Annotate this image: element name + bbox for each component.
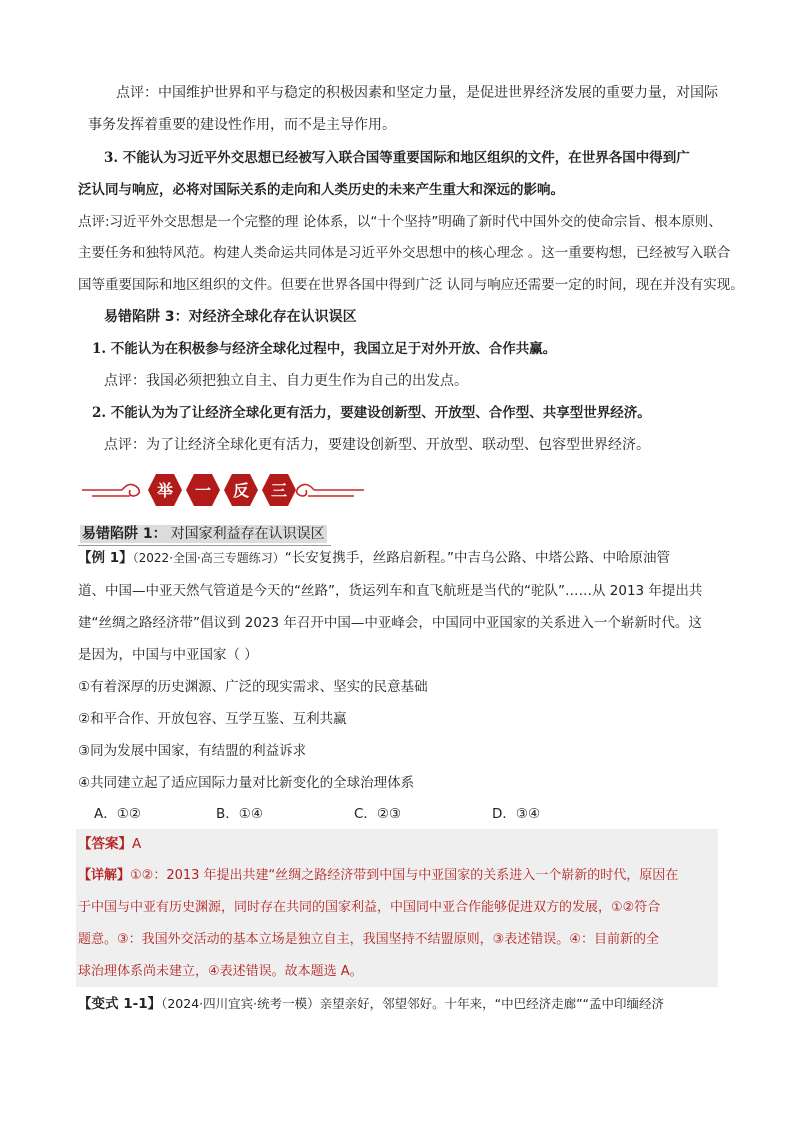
example-tag: 【例 1】 — [78, 550, 133, 566]
example-line-4: 是因为，中国与中亚国家（ ） — [78, 647, 258, 663]
example-line-1 — [78, 548, 670, 568]
banner-char-4: 三 — [270, 481, 288, 500]
banner-right-ornament — [297, 484, 364, 496]
banner-char-2: 一 — [194, 481, 212, 500]
comment-1-cont: 事务发挥着重要的建设性作用，而不是主导作用。 — [88, 117, 396, 133]
example-line-2: 道、中国—中亚天然气管道是今天的“丝路”，货运列车和直飞航班是当代的“驼队”……从 2013 年提出共 — [78, 583, 703, 599]
choice-d: D．③④ — [492, 806, 541, 822]
example-line-1-text: “长安复携手，丝路启新程。”中吉乌公路、中塔公路、中哈原油管 — [284, 550, 671, 566]
example-line-3: 建“丝绸之路经济带”倡议到 2023 年召开中国—中亚峰会，中国同中亚国家的关系进入一个崭新时代。这 — [78, 615, 702, 631]
answer-tag: 【答案】 — [78, 836, 132, 852]
trap-3-comment-2: 点评：为了让经济全球化更有活力，要建设创新型、开放型、联动型、包容型世界经济。 — [104, 437, 650, 453]
choice-a: A．①② — [94, 806, 141, 822]
example-source: （2022·全国·高三专题练习） — [132, 551, 285, 565]
banner-left-ornament — [82, 484, 139, 496]
variant-line — [78, 994, 664, 1014]
option-1: ①有着深厚的历史渊源、广泛的现实需求、坚实的民意基础 — [78, 679, 428, 695]
comment-1: 点评：中国维护世界和平与稳定的积极因素和坚定力量，是促进世界经济发展的重要力量，对国际 — [116, 85, 718, 101]
trap-3-point-2: 2. 不能认为为了让经济全球化更有活力，要建设创新型、开放型、合作型、共享型世界经济。 — [92, 405, 651, 421]
variant-text: （2024·四川宜宾·统考一模）亲望亲好，邻望邻好。十年来，“中巴经济走廊”“孟中印缅经济 — [161, 996, 665, 1011]
point-3-cont: 泛认同与响应，必将对国际关系的走向和人类历史的未来产生重大和深远的影响。 — [78, 182, 564, 198]
answer-line — [78, 834, 141, 854]
choice-c: C．②③ — [354, 806, 402, 822]
detail-text-1: ①②：2013 年提出共建“丝绸之路经济带到中国与中亚国家的关系进入一个崭新的时代，原因在 — [130, 868, 679, 883]
detail-tag: 【详解】 — [78, 868, 131, 883]
section-banner — [78, 466, 368, 514]
section-label-rest: 对国家利益存在认识误区 — [170, 526, 325, 542]
point-3: 3. 不能认为习近平外交思想已经被写入联合国等重要国际和地区组织的文件，在世界各国中得到广 — [104, 150, 690, 166]
banner-char-1: 举 — [156, 481, 174, 500]
choice-b: B．①④ — [216, 806, 263, 822]
option-3: ③同为发展中国家，有结盟的利益诉求 — [78, 743, 307, 759]
trap-3-title: 易错陷阱 3：对经济全球化存在认识误区 — [104, 309, 357, 325]
trap-3-point-1: 1. 不能认为在积极参与经济全球化过程中，我国立足于对外开放、合作共赢。 — [92, 341, 557, 357]
option-2: ②和平合作、开放包容、互学互鉴、互利共赢 — [78, 711, 347, 727]
section-label — [78, 523, 331, 546]
section-label-prefix: 易错陷阱 1： — [82, 526, 167, 542]
detail-line-4: 球治理体系尚未建立，④表述错误。故本题选 A。 — [78, 964, 363, 979]
variant-tag: 【变式 1-1】 — [78, 996, 162, 1012]
option-4: ④共同建立起了适应国际力量对比新变化的全球治理体系 — [78, 775, 415, 791]
comment-3-line-2: 主要任务和独特风范。构建人类命运共同体是习近平外交思想中的核心理念 。这一重要构想，已经被写入联合 — [78, 245, 731, 261]
detail-line-1 — [78, 866, 678, 886]
answer-value: A — [132, 836, 142, 852]
trap-3-comment-1: 点评：我国必须把独立自主、自力更生作为自己的出发点。 — [104, 373, 468, 389]
detail-line-3: 题意。③：我国外交活动的基本立场是独立自主，我国坚持不结盟原则，③表述错误。④：目前新的全 — [78, 932, 659, 947]
comment-3-line-1: 点评:习近平外交思想是一个完整的理 论体系，以“十个坚持”明确了新时代中国外交的使命宗旨、根本原则、 — [78, 214, 722, 230]
detail-line-2: 于中国与中亚有历史渊源，同时存在共同的国家利益，中国同中亚合作能够促进双方的发展，①②符合 — [78, 900, 661, 915]
banner-char-3: 反 — [232, 481, 250, 500]
comment-3-line-3: 国等重要国际和地区组织的文件。但要在世界各国中得到广泛 认同与响应还需要一定的时间，现在并没有实现。 — [78, 277, 744, 293]
